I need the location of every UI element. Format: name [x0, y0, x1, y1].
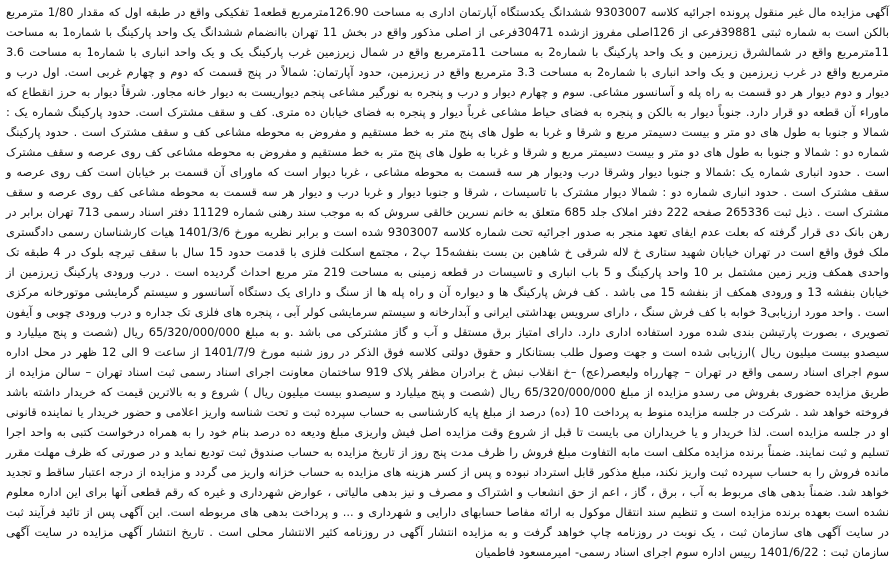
auction-notice-text: آگهی مزایده مال غیر منقول پرونده اجرائیه کلاسه 9303007 ششدانگ یکدستگاه آپارتمان اداری به مساحت 126.90مترمربع قطعه1 تفکیکی واقع در طبقه اول که مقدار 1/80 مترمربع بالکن است به شماره ثبتی 39881فرعی از 126اصلی مفروز ازشده 30471فرعی از اصلی مذکور واقع در بخش 11 تهران باانضمام ششدانگ یک واحد پارکینگ با شماره1 به مساحت 11مترمربع واقع در شمالشرق زیرزمین و یک واحد پارکینگ با شماره2 به مساحت 11مترمربع واقع در شمال زیرزمین غرب پارکینگ یک و یک واحد انباری با شماره1 به مساحت 3.6 مترمربع واقع در غرب زیرزمین و یک واحد انباری با شماره2 به مساحت 3.3 مترمربع واقع در زیرزمین، حدود آپارتمان: شمالاً در پنج قسمت که دوم و چهارم غربی است. اول درب و دیوار و دوم دیوار هر دو قسمت به راه پله و آسانسور مشاعی. سوم و چهارم دیوار و درب و پنجره به نورگیر مشاعی پنجم دیواریست به دیوار خانه مجاور. شرقاً دیوار به حرز انقطاع که ماوراء آن قطعه دو قرار دارد. جنوباً دیوار به بالکن و پنجره به فضای حیاط مشاعی غرباً دیوار و پنجره به فضای خیابان ده متری. کف و سقف مشترک است. حدود پارکینگ شماره یک : شمالا و جنوبا به طول های دو متر و بیست دسیمتر مربع و شرقا و غربا به طول های پنج متر به خط مستقیم و مفروض به محوطه مشاعی کف و سقف مشترک است . حدود پارکینگ شماره دو : شمالا و جنوبا به طول های دو متر و بیست دسیمتر مربع و شرقا و غربا به طول های پنج متر به خط مستقیم و مفروض به محوطه مشاعی کف روی عرصه و سقف مشترک است . حدود انباری شماره یک :شمالا و جنوبا دیوار وشرقا درب ودیوار هر سه قسمت به محوطه مشاعی ، غربا دیوار است که ماورای آن قسمت بر خیابان است کف روی عرصه و سقف مشترک است . حدود انباری شماره دو : شمالا دیوار مشترک با تاسیسات ، شرقا و جنوبا دیوار و غربا درب و دیوار هر سه قسمت به محوطه مشاعی کف روی عرصه و سقف مشترک است . ذیل ثبت 265336 صفحه 222 دفتر املاک جلد 685 متعلق به خانم نسرین خالقی سروش که به موجب سند رهنی شماره 11129 دفتر اسناد رسمی 713 تهران برابر در رهن بانک دی قرار گرفته که بعلت عدم ایفای تعهد منجر به صدور اجرائیه تحت شماره کلاسه 9303007 شده است و برابر نظریه مورخ 1401/3/6 هیات کارشناسان رسمی دادگستری ملک فوق واقع است در تهران خیابان شهید ستاری خ لاله شرقی خ شاهین بن بست بنفشه15 پ2 ، مجتمع اسکلت فلزی با قدمت حدود 15 سال با سقف تیرچه بلوک در 4 طبقه تک واحدی همکف وزیر زمین مشتمل بر 10 واحد پارکینگ و 5 باب انباری و تاسیسات در قطعه زمینی به مساحت 219 متر مربع احداث گردیده است . درب ورودی پارکینگ زیرزمین از خیابان بنفشه 13 و ورودی همکف از بنفشه 15 می باشد . کف فرش پارکینگ ها و دیواره آن و راه پله ها از سنگ و دارای یک دستگاه آسانسور و سیستم گرمایشی موتورخانه مرکزی است . واحد مورد ارزیابی3 خوابه با کف فرش سنگ ، دارای سرویس بهداشتی ایرانی و آبدارخانه و سیستم سرمایشی کولر آبی ، پنجره های فلزی تک جداره و درب ورودی چوبی و آیفون تصویری ، بصورت پارتیشن بندی شده مورد استفاده اداری دارد. دارای امتیاز برق مستقل و آب و گاز مشترکی می باشد .و به مبلغ 65/320/000/000 ریال (شصت و پنج میلیارد و سیصدو بیست میلیون ریال )ارزیابی شده است و جهت وصول طلب بستانکار و حقوق دولتی کلاسه فوق الذکر در روز شنبه مورخ 1401/7/9 از ساعت 9 الی 12 ظهر در محل اداره سوم اجرای اسناد رسمی واقع در تهران – چهارراه ولیعصر(عج) –خ انقلاب نبش خ برادران مظفر پلاک 919 ساختمان معاونت اجرای اسناد رسمی ثبت اسناد تهران – سالن مزایده از طریق مزایده حضوری بفروش می رسدو مزایده از مبلغ 65/320/000/000 ریال (شصت و پنج میلیارد و سیصدو بیست میلیون ریال ) شروع و به بالاترین قیمت که خریدار داشته باشد فروخته خواهد شد . شرکت در جلسه مزایده منوط به پرداخت 10 (ده) درصد از مبلغ پایه کارشناسی به حساب سپرده ثبت و تحت شناسه واریز اعلامی و حضور خریدار یا نماینده قانونی او در جلسه مزایده است. لذا خریدار و یا خریداران می بایست تا قبل از شروع وقت مزایده اصل فیش واریزی مبلغ ودیعه ده درصد بنام خود را به همراه درخواست کتبی به واحد اجرا تسلیم و ثبت نمایند. ضمناً برنده مزایده مکلف است مابه التفاوت مبلغ فروش را ظرف مدت پنج روز از تاریخ مزایده به حساب صندوق ثبت تودیع نماید و در صورتی که ظرف مهلت مقرر مانده فروش را به حساب سپرده ثبت واریز نکند، مبلغ مذکور قابل استرداد نبوده و پس از کسر هزینه های مزایده به حساب خزانه واریز می گردد و مزایده از درجه اعتبار ساقط و تجدید خواهد شد. ضمناً بدهی های مربوط به آب ، برق ، گاز ، اعم از حق انشعاب و اشتراک و مصرف و نیز بدهی مالیاتی ، عوارض شهرداری و غیره که رقم قطعی آنها برای این اداره معلوم نشده است بعهده برنده مزایده است و تنظیم سند انتقال موکول به ارائه مفاصا حسابهای دارایی و شهرداری و ... و پرداخت بدهی های مربوطه است. این آگهی پس از تائید فرآیند ثبت در سایت آگهی های سازمان ثبت ، یک نوبت در روزنامه چاپ خواهد گرفت و به مزایده انتشار آگهی در روزنامه کثیر الانتشار محلی است . تاریخ انتشار آگهی مزایده در سایت آگهی سازمان ثبت : 1401/6/22 رییس اداره سوم اجرای اسناد رسمی- امیرمسعود فاطمیان — [6, 5, 890, 559]
